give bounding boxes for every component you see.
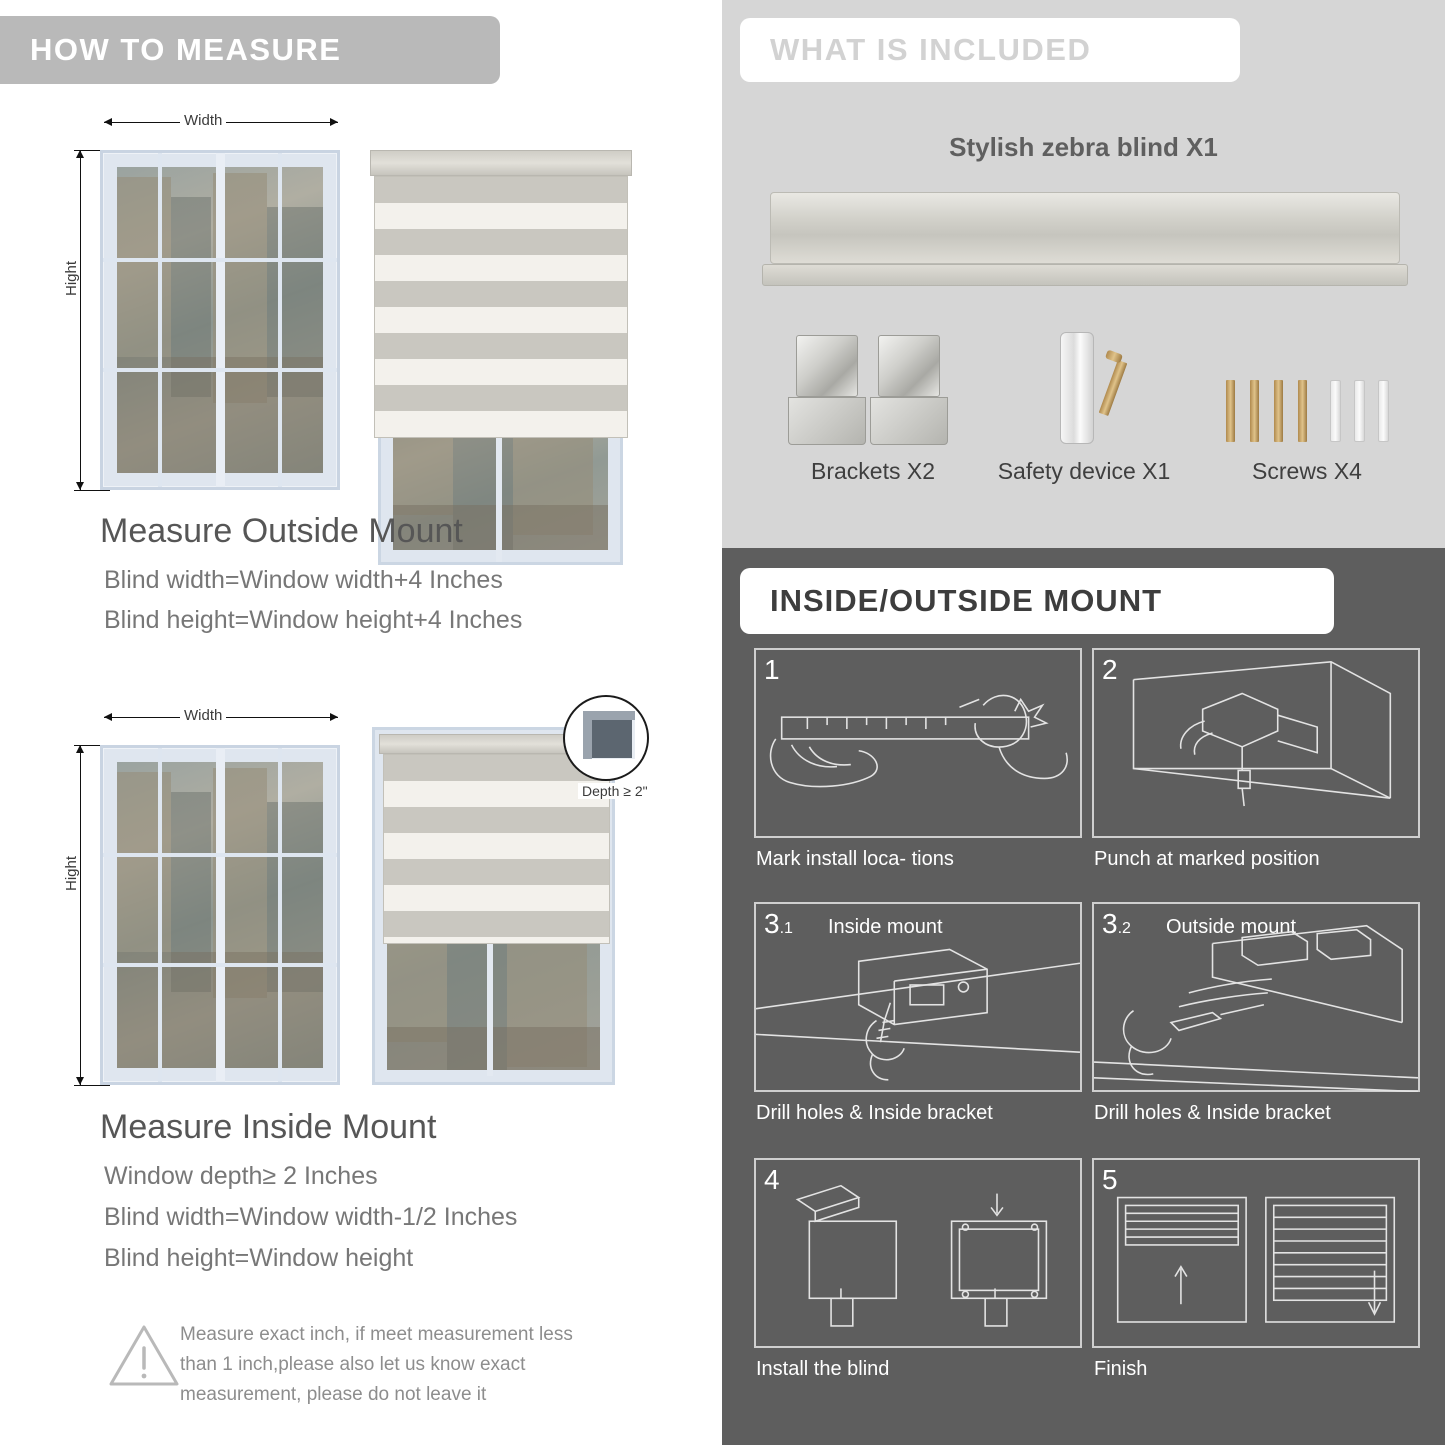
step-3-1-number: 3.1 (764, 908, 793, 939)
inside-height-arrow (80, 745, 81, 1085)
step-3-2-inline-label: Outside mount (1166, 916, 1297, 938)
step-3-1-sketch (756, 904, 1080, 1092)
outside-height-label: Hight (63, 257, 80, 300)
inside-window-illustration (100, 745, 340, 1085)
outside-mount-line-2: Blind height=Window height+4 Inches (104, 606, 523, 634)
step-card-2 (1092, 648, 1420, 838)
inside-blind-window-frame (372, 727, 615, 1085)
depth-label: Depth ≥ 2" (578, 783, 652, 799)
product-blind-bottomrail (762, 264, 1408, 286)
window-mullion-vertical (216, 153, 225, 487)
inside-window-mullion-vertical (216, 748, 225, 1082)
warning-line-2: than 1 inch,please also let us know exact (180, 1354, 526, 1375)
outside-width-label: Width (180, 112, 226, 129)
inside-outside-mount-panel (722, 548, 1445, 1445)
inside-blind-window-divider (487, 940, 493, 1076)
step-2-number: 2 (1102, 654, 1118, 685)
step-3-2-caption: Drill holes & Inside bracket (1094, 1102, 1331, 1124)
safety-device-caption: Safety device X1 (997, 458, 1171, 484)
step-2-sketch (1094, 650, 1418, 838)
inside-mount-title: Measure Inside Mount (100, 1108, 437, 1146)
window-illustration (100, 150, 340, 490)
step-card-4 (754, 1158, 1082, 1348)
screws-caption: Screws X4 (1252, 458, 1362, 484)
step-3-2-sketch (1094, 904, 1418, 1092)
step-5-number: 5 (1102, 1164, 1118, 1195)
bracket-caption: Brackets X2 (811, 458, 935, 484)
outside-mounted-blind (370, 150, 630, 550)
outside-mount-diagram (0, 100, 714, 500)
depth-callout-icon (563, 695, 649, 781)
warning-line-3: measurement, please do not leave it (180, 1384, 487, 1405)
what-is-included-banner: WHAT IS INCLUDED (740, 18, 1240, 82)
step-3-1-inline-label: Inside mount (828, 916, 943, 938)
step-5-caption: Finish (1094, 1358, 1148, 1380)
inside-mount-line-3: Blind height=Window height (104, 1244, 414, 1272)
step-1-number: 1 (764, 654, 780, 685)
step-2-caption: Punch at marked position (1094, 848, 1320, 870)
how-to-measure-banner: HOW TO MEASURE (0, 16, 500, 84)
inside-outside-mount-banner: INSIDE/OUTSIDE MOUNT (740, 568, 1334, 634)
height-arrow (80, 150, 81, 490)
height-tick-bottom (74, 490, 110, 491)
window-pane-divider-2 (103, 368, 337, 372)
product-blind-body (770, 192, 1400, 264)
inside-zebra-fabric (383, 754, 610, 944)
inside-height-tick-bottom (74, 1085, 110, 1086)
step-1-sketch (756, 650, 1080, 838)
inside-window-pane-divider-3 (158, 748, 162, 1082)
blind-headrail (370, 150, 632, 176)
product-title: Stylish zebra blind X1 (949, 132, 1218, 162)
step-card-3-1 (754, 902, 1082, 1092)
window-pane-divider-4 (278, 153, 282, 487)
inside-mount-line-2: Blind width=Window width-1/2 Inches (104, 1203, 518, 1231)
inside-width-label: Width (180, 707, 226, 724)
inside-mount-diagram (0, 695, 714, 1095)
step-4-number: 4 (764, 1164, 780, 1195)
step-card-1 (754, 648, 1082, 838)
window-pane-divider-3 (158, 153, 162, 487)
step-3-1-caption: Drill holes & Inside bracket (756, 1102, 993, 1124)
how-to-measure-panel (0, 0, 714, 1445)
step-card-3-2 (1092, 902, 1420, 1092)
zebra-fabric (374, 176, 628, 438)
what-is-included-panel (722, 0, 1445, 548)
step-3-2-number: 3.2 (1102, 908, 1131, 939)
outside-mount-line-1: Blind width=Window width+4 Inches (104, 566, 503, 594)
step-5-sketch (1094, 1160, 1418, 1348)
step-4-sketch (756, 1160, 1080, 1348)
inside-window-pane-divider-1 (103, 853, 337, 857)
inside-window-pane-divider-2 (103, 963, 337, 967)
inside-mount-line-1: Window depth≥ 2 Inches (104, 1162, 378, 1190)
inside-window-pane-divider-4 (278, 748, 282, 1082)
warning-line-1: Measure exact inch, if meet measurement less (180, 1324, 573, 1345)
warning-triangle-icon (108, 1322, 180, 1388)
step-1-caption: Mark install loca- tions (756, 848, 954, 870)
step-card-5 (1092, 1158, 1420, 1348)
window-pane-divider-1 (103, 258, 337, 262)
inside-height-label: Hight (63, 852, 80, 895)
step-4-caption: Install the blind (756, 1358, 890, 1380)
outside-mount-title: Measure Outside Mount (100, 512, 463, 550)
